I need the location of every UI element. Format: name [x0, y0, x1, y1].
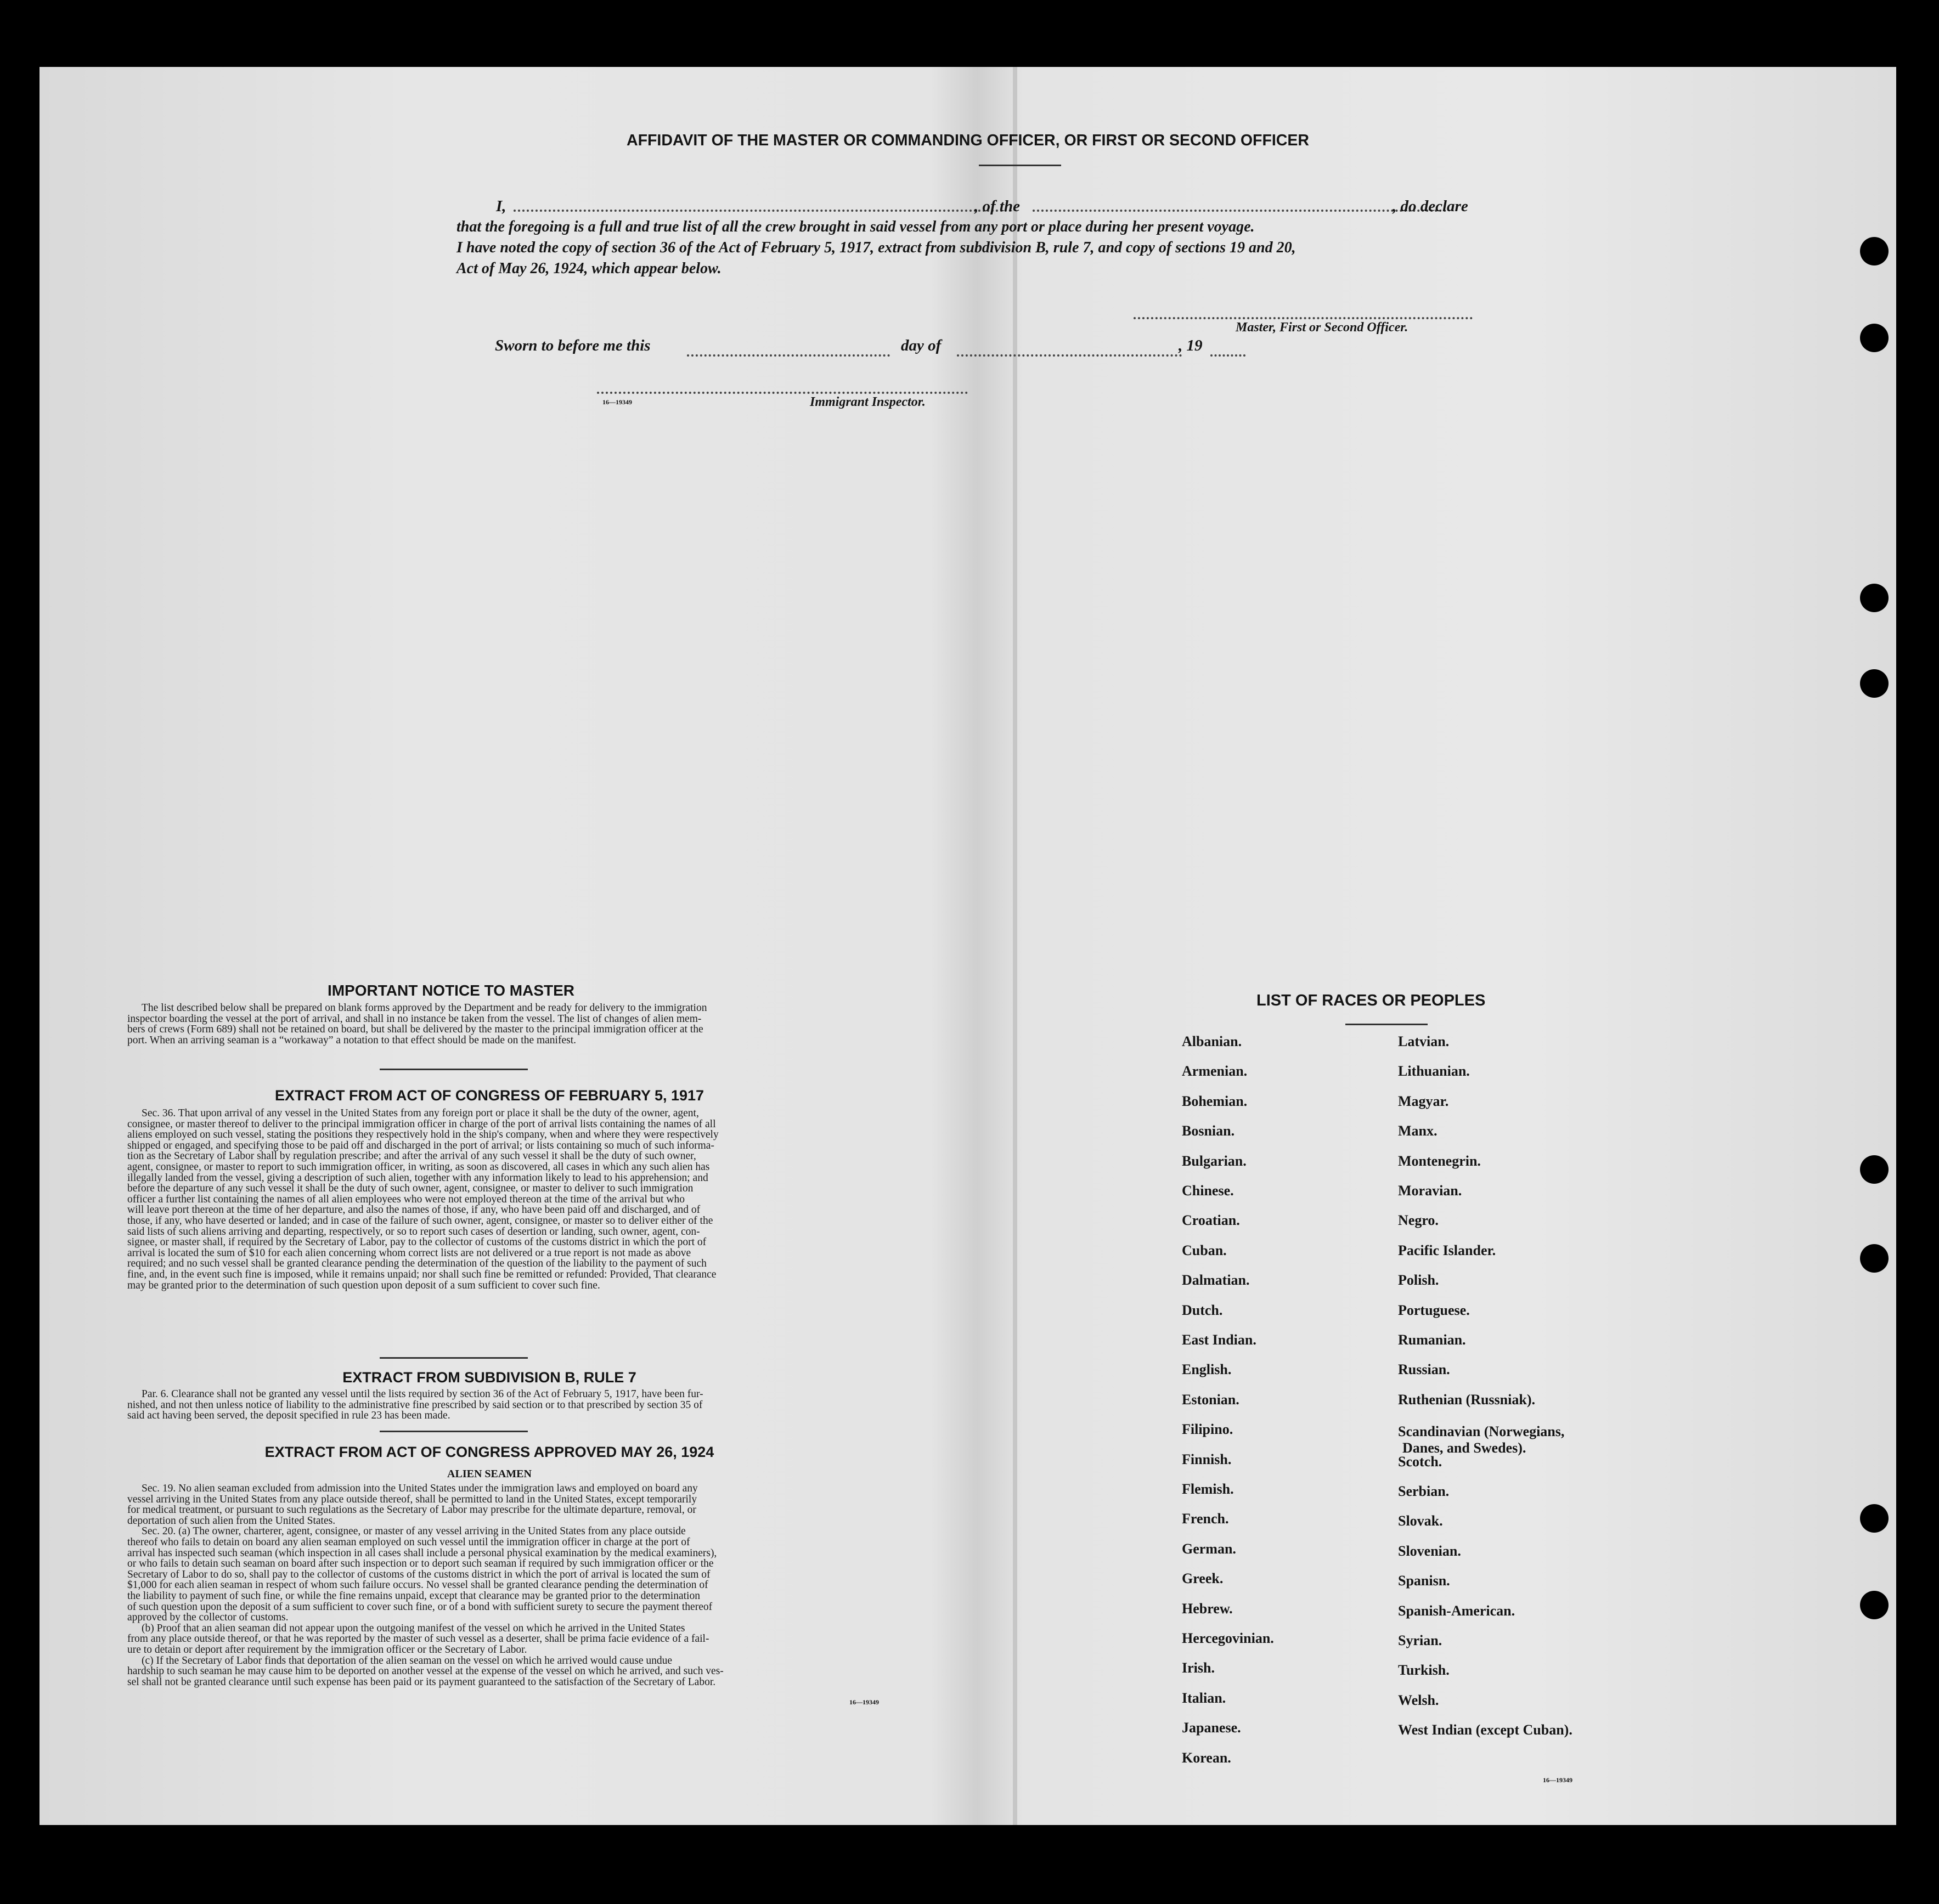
race-item: Serbian. — [1398, 1483, 1450, 1499]
binder-hole — [1860, 237, 1889, 265]
race-item: Italian. — [1182, 1690, 1226, 1706]
notice-line: inspector boarding the vessel at the port of arrival, and shall in no instance be taken from the vessel. The list of changes of alien mem- — [127, 1013, 702, 1025]
race-item: Manx. — [1398, 1123, 1438, 1139]
extract-rule7-line: Par. 6. Clearance shall not be granted any vessel until the lists required by section 36 of the Act of February 5, 1917, have been fur- — [142, 1388, 703, 1400]
race-item: Estonian. — [1182, 1391, 1239, 1408]
extract-1924-line: Sec. 20. (a) The owner, charterer, agent, consignee, or master of any vessel arriving in the United States from any place outside — [142, 1526, 686, 1538]
extract-1924-line: or who fails to detain such seaman on board after such inspection or to deport such seaman if required by such immigration officer or the — [127, 1558, 714, 1570]
extract-1917-line: will leave port thereon at the time of her departure, and also the names of those, if any, who have been paid off and discharged, and of — [127, 1204, 701, 1216]
sworn-day-line[interactable] — [687, 354, 890, 357]
race-item: Hercegovinian. — [1182, 1630, 1274, 1646]
race-item: Bulgarian. — [1182, 1152, 1247, 1169]
race-item: Welsh. — [1398, 1692, 1439, 1708]
race-item: West Indian (except Cuban). — [1398, 1722, 1572, 1738]
extract-rule7-divider — [380, 1431, 528, 1432]
binder-hole — [1860, 1155, 1889, 1184]
extract-1924-line: hardship to such seaman he may cause him to be deported on another vessel at the expense of the vessel on which he arrived, and such ves- — [127, 1665, 724, 1677]
race-item: Cuban. — [1182, 1242, 1227, 1258]
race-item: Russian. — [1398, 1361, 1450, 1378]
race-item: Croatian. — [1182, 1212, 1240, 1229]
extract-1924-line: ure to detain or deport after requirement by the immigration officer or the Secretary of Labor. — [127, 1643, 527, 1656]
extract-1917-line: agent, consignee, or master to report to such immigration officer, in writing, as soon as discovered, all cases in which any such alien has — [127, 1161, 710, 1173]
extract-1917-line: said lists of such aliens arriving and departing, respectively, or so to report such cases of desertion or landing, such owner, agent, con- — [127, 1225, 700, 1238]
extract-1924-title: EXTRACT FROM ACT OF CONGRESS APPROVED MAY 26, 1924 — [264, 1444, 714, 1460]
extract-1924-line: $1,000 for each alien seaman in respect of whom such failure occurs. No vessel shall be granted clearance pending the determination of — [127, 1579, 708, 1591]
race-item: Bosnian. — [1182, 1123, 1235, 1139]
extract-1917-line: officer a further list containing the names of all alien employees who were not employed thereon at the time of the arrival but who — [127, 1193, 685, 1205]
race-item: Ruthenian (Russniak). — [1398, 1391, 1535, 1408]
extract-1917-line: illegally landed from the vessel, giving a description of such alien, together with any information likely to lead to his apprehension; and — [127, 1172, 708, 1184]
extract-1917-line: aliens employed on such vessel, stating the positions they respectively hold in the ship's company, when and where they were respectively — [127, 1129, 719, 1141]
alien-seamen-subtitle: ALIEN SEAMEN — [447, 1468, 532, 1480]
races-divider — [1345, 1024, 1428, 1025]
race-item: Rumanian. — [1398, 1332, 1466, 1348]
binder-hole — [1860, 669, 1889, 698]
race-item: Dutch. — [1182, 1302, 1223, 1318]
affidavit-form-number: 16—19349 — [602, 398, 632, 406]
extract-1917-line: shipped or engaged, and specifying those to be paid off and discharged in the port of arrival; or lists containing so much of such informa- — [127, 1139, 714, 1151]
title-divider — [979, 165, 1061, 166]
race-item: Flemish. — [1182, 1481, 1234, 1497]
extract-1917-line: required; and no such vessel shall be granted clearance pending the determination of the question of the liability to the payment of such — [127, 1258, 707, 1270]
binder-hole — [1860, 584, 1889, 612]
form-page — [40, 67, 1896, 1825]
day-of-label: day of — [901, 337, 942, 354]
race-item: Korean. — [1182, 1749, 1231, 1766]
sworn-label: Sworn to before me this — [495, 337, 651, 354]
notice-line: bers of crews (Form 689) shall not be retained on board, but shall be delivered by the master to the principal immigration officer at the — [127, 1024, 703, 1036]
extract-1917-line: fine, and, in the event such fine is imposed, while it remains unpaid; nor shall such fine be remitted or refunded: Provided, That clearance — [127, 1268, 717, 1280]
extract-form-number: 16—19349 — [849, 1698, 879, 1706]
extract-1917-title: EXTRACT FROM ACT OF CONGRESS OF FEBRUARY 5, 1917 — [274, 1087, 704, 1104]
affidavit-title: AFFIDAVIT OF THE MASTER OR COMMANDING OFFICER, OR FIRST OR SECOND OFFICER — [627, 132, 1309, 149]
extract-1924-line: from any place outside thereof, or that he was reported by the master of such vessel as a deserter, shall be prima facie evidence of a fail- — [127, 1633, 709, 1645]
race-item: German. — [1182, 1540, 1236, 1557]
extract-1917-line: Sec. 36. That upon arrival of any vessel in the United States from any foreign port or place it shall be the duty of the owner, agent, — [142, 1108, 699, 1119]
extract-1924-line: the liability to payment of such fine, or while the fine remains unpaid, except that clearance may be granted prior to the determination — [127, 1590, 700, 1602]
race-item: Irish. — [1182, 1660, 1215, 1676]
race-item: Hebrew. — [1182, 1600, 1233, 1617]
race-item: Negro. — [1398, 1212, 1439, 1229]
race-item: Greek. — [1182, 1570, 1224, 1587]
affidavit-line-2: that the foregoing is a full and true list of all the crew brought in said vessel from any port or place during her present voyage. — [456, 218, 1255, 235]
extract-1924-line: for medical treatment, or pursuant to such regulations as the Secretary of Labor may prescribe for the ultimate departure, removal, or — [127, 1504, 696, 1516]
extract-1924-line: of such question upon the deposit of a sum sufficient to cover such fine, or of a bond with sufficient surety to secure the payment thereof — [127, 1601, 713, 1613]
race-item: Portuguese. — [1398, 1302, 1470, 1318]
race-item: Latvian. — [1398, 1033, 1450, 1049]
notice-line: The list described below shall be prepared on blank forms approved by the Department and be ready for delivery to the immigration — [142, 1002, 707, 1014]
extract-rule7-body — [127, 1389, 950, 1421]
race-item: Finnish. — [1182, 1451, 1232, 1467]
extract-1924-line: (b) Proof that an alien seaman did not appear upon the outgoing manifest of the vessel on which he arrived in the United States — [142, 1622, 685, 1634]
extract-1917-line: tion as the Secretary of Labor shall by regulation prescribe; and after the arrival of any such vessel it shall be the duty of such owner, — [127, 1150, 696, 1162]
race-item: Syrian. — [1398, 1632, 1442, 1648]
binder-hole — [1860, 1504, 1889, 1533]
race-item: Montenegrin. — [1398, 1152, 1481, 1169]
extract-1924-line: arrival has inspected such seaman (which inspection in all cases shall include a personal physical examination by the medical examiners), — [127, 1547, 717, 1559]
race-item: Polish. — [1398, 1272, 1439, 1289]
affidavit-line-4: Act of May 26, 1924, which appear below. — [456, 260, 722, 277]
extract-1917-line: consignee, or master thereof to deliver to the principal immigration officer in charge of the port of arrival lists containing the names of all — [127, 1118, 716, 1130]
extract-1917-line: arrival is located the sum of $10 for each alien concerning whom correct lists are not delivered or a true report is not made as above — [127, 1247, 691, 1259]
races-title: LIST OF RACES OR PEOPLES — [1256, 992, 1486, 1009]
races-form-number: 16—19349 — [1543, 1776, 1572, 1784]
master-signature-line[interactable] — [1134, 317, 1473, 319]
extract-1924-line: approved by the collector of customs. — [127, 1612, 289, 1624]
extract-1924-line: Secretary of Labor to do so, shall pay to the collector of customs of the customs district in which the port of arrival is located the sum of — [127, 1568, 711, 1580]
notice-divider — [380, 1069, 528, 1070]
race-item: Chinese. — [1182, 1183, 1234, 1199]
year-label: , 19 — [1179, 337, 1203, 354]
race-item: English. — [1182, 1361, 1232, 1378]
race-item: East Indian. — [1182, 1332, 1256, 1348]
extract-rule7-title: EXTRACT FROM SUBDIVISION B, RULE 7 — [342, 1369, 636, 1386]
race-item: Turkish. — [1398, 1662, 1450, 1679]
extract-1924-line: thereof who fails to detain on board any alien seaman employed on such vessel until the immigration officer in charge at the port of — [127, 1536, 690, 1548]
extract-1917-body — [127, 1108, 950, 1291]
race-item: Moravian. — [1398, 1183, 1462, 1199]
affidavit-i-label: I, — [496, 197, 506, 215]
race-item: Bohemian. — [1182, 1093, 1248, 1109]
extract-1917-line: may be granted prior to the determination of such question upon deposit of a sum sufficient to cover such fine. — [127, 1279, 600, 1291]
race-item: Filipino. — [1182, 1421, 1233, 1438]
race-item: Slovak. — [1398, 1513, 1443, 1529]
extract-1917-line: signee, or master shall, if required by the Secretary of Labor, pay to the collector of customs of the customs district in which the port of — [127, 1236, 707, 1248]
extract-1924-line: sel shall not be granted clearance until such expense has been paid or its payment guaranteed to the satisfaction of the Secretary of Labor. — [127, 1676, 716, 1688]
extract-1917-divider — [380, 1357, 528, 1359]
race-item: Pacific Islander. — [1398, 1242, 1496, 1258]
race-item: Danes, and Swedes). — [1402, 1439, 1526, 1456]
notice-body — [127, 1003, 950, 1046]
race-item: Magyar. — [1398, 1093, 1449, 1109]
binder-hole — [1860, 324, 1889, 352]
sworn-month-line[interactable] — [957, 354, 1182, 357]
master-signature-label: Master, First or Second Officer. — [1236, 320, 1408, 335]
extract-1924-line: deportation of such alien from the United States. — [127, 1515, 336, 1527]
race-item: Armenian. — [1182, 1063, 1248, 1080]
binder-hole — [1860, 1244, 1889, 1273]
extract-1917-line: before the departure of any such vessel it shall be the duty of such owner, agent, consignee, or master to deliver to such immigration — [127, 1183, 694, 1195]
extract-rule7-line: said act having been served, the deposit specified in rule 23 has been made. — [127, 1410, 450, 1422]
extract-rule7-line: nished, and not then unless notice of liability to the administrative fine prescribed by said section or to that prescribed by section 35 of — [127, 1399, 703, 1411]
officer-name-line[interactable] — [514, 210, 1012, 212]
inspector-label: Immigrant Inspector. — [810, 395, 926, 409]
race-item: Albanian. — [1182, 1033, 1242, 1049]
binder-hole — [1860, 1591, 1889, 1619]
race-item: Scotch. — [1398, 1453, 1442, 1470]
affidavit-line-3: I have noted the copy of section 36 of the Act of February 5, 1917, extract from subdivision B, rule 7, and copy of sections 19 and 20, — [456, 239, 1296, 256]
notice-title: IMPORTANT NOTICE TO MASTER — [327, 982, 575, 999]
race-item: Spanish-American. — [1398, 1602, 1515, 1619]
race-item: Japanese. — [1182, 1720, 1241, 1736]
notice-line: port. When an arriving seaman is a “workaway” a notation to that effect should be made on the manifest. — [127, 1034, 577, 1046]
of-the-label: , of the — [974, 197, 1020, 215]
extract-1924-body — [127, 1483, 950, 1687]
race-item: Scandinavian (Norwegians, — [1398, 1423, 1565, 1439]
race-item: Dalmatian. — [1182, 1272, 1250, 1289]
race-item: French. — [1182, 1511, 1229, 1527]
page-fold — [1013, 67, 1017, 1825]
vessel-name-line[interactable] — [1033, 210, 1446, 212]
inspector-signature-line[interactable] — [597, 392, 968, 394]
extract-1924-line: Sec. 19. No alien seaman excluded from admission into the United States under the immigration laws and employed on board any — [142, 1483, 698, 1494]
extract-1924-line: (c) If the Secretary of Labor finds that deportation of the alien seaman on the vessel on which he arrived would cause undue — [142, 1654, 673, 1666]
extract-1924-line: vessel arriving in the United States from any place outside thereof, shall be permitted to land in the United States, except temporarily — [127, 1493, 697, 1505]
do-declare-label: , do declare — [1393, 197, 1468, 215]
race-item: Slovenian. — [1398, 1543, 1461, 1559]
extract-1917-line: those, if any, who have deserted or landed; and in case of the failure of such owner, agent, consignee, or master so to deliver either of the — [127, 1214, 713, 1227]
race-item: Spanisn. — [1398, 1573, 1450, 1589]
sworn-year-line[interactable] — [1210, 354, 1245, 357]
race-item: Lithuanian. — [1398, 1063, 1470, 1080]
